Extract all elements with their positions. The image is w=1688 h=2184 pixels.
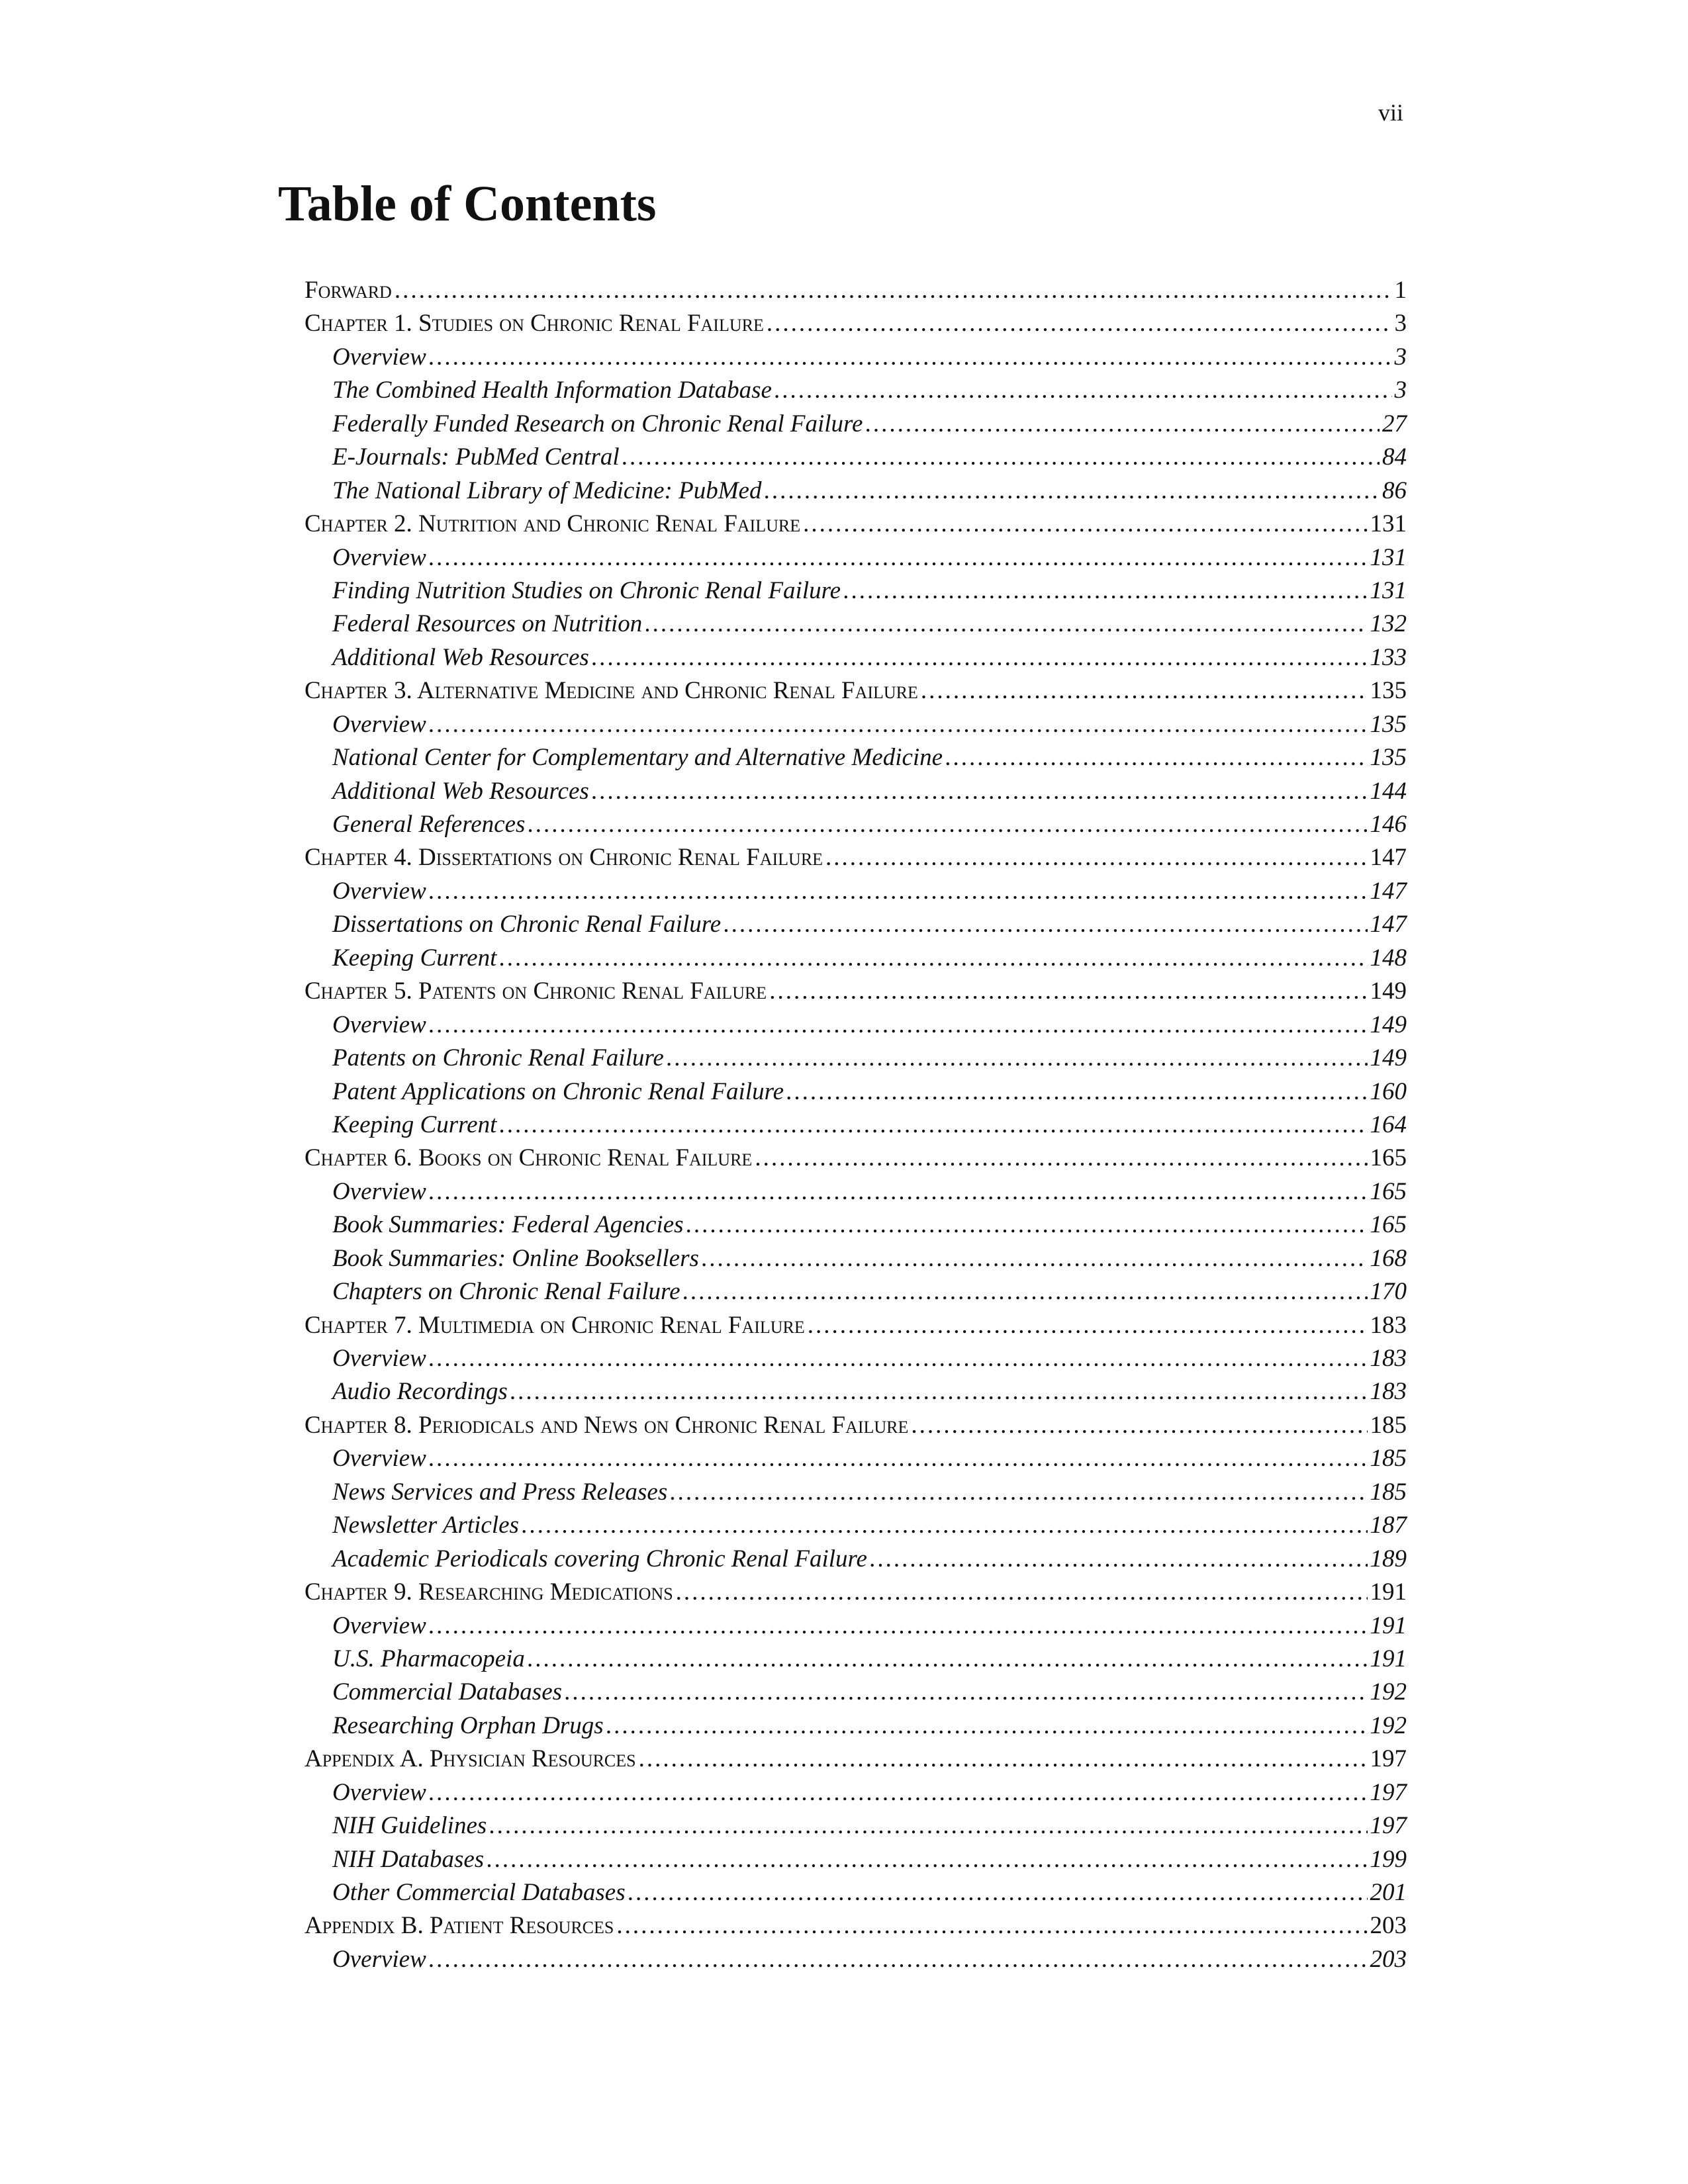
toc-section-entry [305,908,1407,941]
toc-section-entry [305,1009,1407,1042]
toc-section-entry [305,441,1407,474]
entry-title: Other Commercial Databases [332,1879,626,1906]
dot-leader [487,1843,1367,1876]
entry-page-number: 131 [1370,543,1407,571]
entry-title: Chapter 5. Patents on Chronic Renal Failure [305,978,767,1005]
entry-page-number: 131 [1370,576,1407,604]
entry-page-number: 191 [1370,1645,1407,1672]
entry-page-number: 189 [1370,1545,1407,1572]
toc-section-entry [305,608,1407,641]
entry-title: Overview [332,543,426,571]
entry-page-number: 160 [1370,1077,1407,1105]
toc-section-entry [305,942,1407,975]
entry-title: Finding Nutrition Studies on Chronic Renal Failure [332,576,841,604]
dot-leader [429,1009,1368,1042]
entry-title: Chapter 4. Dissertations on Chronic Renal Failure [305,844,823,872]
toc-section-entry [305,574,1407,608]
entry-page-number: 3 [1394,343,1407,371]
entry-title: Chapter 9. Researching Medications [305,1578,673,1606]
entry-title: Chapter 6. Books on Chronic Renal Failure [305,1144,753,1172]
entry-title: Overview [332,1612,426,1639]
entry-page-number: 183 [1370,1311,1407,1339]
entry-page-number: 164 [1370,1111,1407,1138]
entry-title: Appendix A. Physician Resources [305,1745,636,1773]
page-title: Table of Contents [278,176,657,232]
entry-title: U.S. Pharmacopeia [332,1645,525,1672]
dot-leader [429,875,1368,908]
dot-leader [592,775,1368,808]
entry-title: Commercial Databases [332,1678,563,1706]
entry-page-number: 197 [1370,1778,1407,1806]
dot-leader [645,608,1367,641]
entry-page-number: 144 [1370,777,1407,805]
dot-leader [843,574,1367,608]
toc-section-entry [305,1275,1407,1308]
toc-section-entry [305,741,1407,774]
entry-page-number: 84 [1382,443,1407,471]
entry-page-number: 199 [1370,1845,1407,1873]
entry-title: Chapter 2. Nutrition and Chronic Renal Failure [305,510,801,538]
toc-section-entry [305,708,1407,741]
dot-leader [755,1142,1367,1175]
dot-leader [622,441,1380,474]
toc-section-entry [305,1709,1407,1743]
dot-leader [522,1509,1368,1542]
entry-page-number: 165 [1370,1211,1407,1239]
toc-section-entry [305,1476,1407,1509]
entry-page-number: 1 [1394,277,1407,304]
entry-page-number: 203 [1370,1945,1407,1973]
toc-section-entry [305,808,1407,841]
entry-page-number: 3 [1394,310,1407,338]
entry-title: Chapter 3. Alternative Medicine and Chronic Renal Failure [305,677,918,705]
entry-page-number: 27 [1382,410,1407,437]
entry-title: Federally Funded Research on Chronic Renal Failure [332,410,863,437]
dot-leader [686,1208,1368,1242]
toc-section-entry [305,1175,1407,1208]
entry-page-number: 3 [1394,377,1407,404]
entry-title: Overview [332,1177,426,1205]
toc-section-entry [305,374,1407,407]
dot-leader [628,1876,1368,1909]
entry-title: Overview [332,710,426,738]
entry-title: Book Summaries: Federal Agencies [332,1211,684,1239]
entry-page-number: 147 [1370,844,1407,872]
dot-leader [667,1042,1368,1075]
dot-leader [870,1543,1368,1576]
entry-page-number: 165 [1370,1144,1407,1172]
toc-chapter-entry [305,841,1407,874]
entry-page-number: 197 [1370,1745,1407,1773]
dot-leader [528,808,1367,841]
toc-chapter-entry [305,1743,1407,1776]
dot-leader [429,1943,1368,1976]
dot-leader [499,1109,1367,1142]
toc-chapter-entry [305,674,1407,707]
page-number: vii [1378,99,1403,126]
entry-title: Chapter 8. Periodicals and News on Chronic Renal Failure [305,1411,909,1439]
entry-page-number: 185 [1370,1445,1407,1473]
toc-section-entry [305,341,1407,374]
toc-chapter-entry [305,1142,1407,1175]
entry-title: Audio Recordings [332,1378,508,1406]
entry-title: The Combined Health Information Database [332,377,772,404]
entry-page-number: 191 [1370,1578,1407,1606]
dot-leader [429,541,1368,574]
entry-title: Patents on Chronic Renal Failure [332,1044,664,1072]
toc-section-entry [305,641,1407,674]
toc-section-entry [305,541,1407,574]
entry-page-number: 149 [1370,1011,1407,1038]
dot-leader [639,1743,1368,1776]
entry-title: Book Summaries: Online Booksellers [332,1244,699,1272]
dot-leader [921,674,1368,707]
toc-section-entry [305,1208,1407,1242]
dot-leader [774,374,1392,407]
entry-page-number: 168 [1370,1244,1407,1272]
entry-title: NIH Guidelines [332,1812,487,1840]
entry-title: Keeping Current [332,1111,497,1138]
toc-section-entry [305,1242,1407,1275]
dot-leader [429,1442,1368,1475]
dot-leader [429,1342,1368,1375]
entry-title: News Services and Press Releases [332,1478,668,1506]
entry-title: Overview [332,1445,426,1473]
toc-chapter-entry [305,508,1407,541]
entry-page-number: 183 [1370,1378,1407,1406]
dot-leader [769,975,1367,1008]
entry-title: National Center for Complementary and Alternative Medicine [332,744,943,772]
dot-leader [803,508,1367,541]
dot-leader [683,1275,1368,1308]
toc-chapter-entry [305,274,1407,307]
entry-title: Chapter 7. Multimedia on Chronic Renal Failure [305,1311,805,1339]
entry-page-number: 197 [1370,1812,1407,1840]
entry-page-number: 148 [1370,944,1407,972]
toc-section-entry [305,775,1407,808]
entry-title: Newsletter Articles [332,1512,519,1539]
entry-title: Chapter 1. Studies on Chronic Renal Failure [305,310,764,338]
entry-title: Researching Orphan Drugs [332,1711,604,1739]
entry-page-number: 135 [1370,744,1407,772]
entry-page-number: 187 [1370,1512,1407,1539]
entry-page-number: 192 [1370,1711,1407,1739]
entry-title: Forward [305,277,392,304]
dot-leader [865,408,1380,441]
dot-leader [808,1309,1368,1342]
toc-chapter-entry [305,975,1407,1008]
entry-title: General References [332,811,526,838]
entry-title: Additional Web Resources [332,643,589,671]
toc-chapter-entry [305,307,1407,340]
dot-leader [489,1809,1367,1843]
dot-leader [945,741,1367,774]
entry-title: Appendix B. Patient Resources [305,1912,614,1940]
entry-page-number: 183 [1370,1345,1407,1372]
entry-title: Overview [332,1011,426,1038]
toc-chapter-entry [305,1909,1407,1942]
entry-page-number: 132 [1370,610,1407,638]
dot-leader [429,708,1368,741]
dot-leader [606,1709,1368,1743]
entry-page-number: 146 [1370,811,1407,838]
toc-section-entry [305,1809,1407,1843]
entry-page-number: 203 [1370,1912,1407,1940]
entry-page-number: 185 [1370,1478,1407,1506]
dot-leader [499,942,1367,975]
entry-title: The National Library of Medicine: PubMed [332,477,762,504]
entry-page-number: 185 [1370,1411,1407,1439]
entry-page-number: 149 [1370,978,1407,1005]
dot-leader [592,641,1368,674]
entry-title: Overview [332,1778,426,1806]
entry-title: E-Journals: PubMed Central [332,443,620,471]
toc-chapter-entry [305,1576,1407,1609]
entry-title: NIH Databases [332,1845,485,1873]
dot-leader [616,1909,1367,1942]
toc-section-entry [305,1109,1407,1142]
dot-leader [510,1375,1368,1408]
toc-section-entry [305,1042,1407,1075]
dot-leader [565,1676,1367,1709]
toc-section-entry [305,1876,1407,1909]
dot-leader [429,1175,1368,1208]
entry-title: Chapters on Chronic Renal Failure [332,1278,680,1306]
entry-title: Academic Periodicals covering Chronic Renal Failure [332,1545,867,1572]
entry-title: Overview [332,1945,426,1973]
dot-leader [676,1576,1368,1609]
toc-section-entry [305,1676,1407,1709]
entry-page-number: 86 [1382,477,1407,504]
dot-leader [395,274,1392,307]
toc-section-entry [305,1342,1407,1375]
entry-page-number: 191 [1370,1612,1407,1639]
entry-page-number: 165 [1370,1177,1407,1205]
entry-title: Dissertations on Chronic Renal Failure [332,911,722,938]
entry-title: Federal Resources on Nutrition [332,610,643,638]
toc-section-entry [305,1776,1407,1809]
toc-section-entry [305,408,1407,441]
dot-leader [786,1075,1367,1109]
toc-section-entry [305,1943,1407,1976]
dot-leader [670,1476,1367,1509]
entry-page-number: 147 [1370,911,1407,938]
toc-section-entry [305,875,1407,908]
entry-page-number: 170 [1370,1278,1407,1306]
dot-leader [429,1776,1368,1809]
entry-page-number: 201 [1370,1879,1407,1906]
toc-section-entry [305,1075,1407,1109]
entry-title: Patent Applications on Chronic Renal Failure [332,1077,784,1105]
toc-section-entry [305,1442,1407,1475]
entry-page-number: 149 [1370,1044,1407,1072]
entry-title: Overview [332,343,426,371]
toc-section-entry [305,1375,1407,1408]
toc-section-entry [305,475,1407,508]
dot-leader [528,1643,1368,1676]
dot-leader [429,1610,1368,1643]
entry-page-number: 135 [1370,710,1407,738]
toc-section-entry [305,1610,1407,1643]
toc-chapter-entry [305,1309,1407,1342]
toc-chapter-entry [305,1409,1407,1442]
table-of-contents [305,274,1407,1976]
dot-leader [702,1242,1368,1275]
dot-leader [911,1409,1367,1442]
entry-page-number: 135 [1370,677,1407,705]
entry-page-number: 133 [1370,643,1407,671]
entry-title: Overview [332,1345,426,1372]
dot-leader [724,908,1367,941]
toc-section-entry [305,1543,1407,1576]
toc-section-entry [305,1509,1407,1542]
toc-section-entry [305,1643,1407,1676]
entry-title: Overview [332,877,426,905]
dot-leader [767,307,1392,340]
entry-page-number: 147 [1370,877,1407,905]
toc-section-entry [305,1843,1407,1876]
entry-title: Additional Web Resources [332,777,589,805]
entry-title: Keeping Current [332,944,497,972]
dot-leader [764,475,1380,508]
entry-page-number: 192 [1370,1678,1407,1706]
dot-leader [429,341,1392,374]
entry-page-number: 131 [1370,510,1407,538]
dot-leader [825,841,1367,874]
